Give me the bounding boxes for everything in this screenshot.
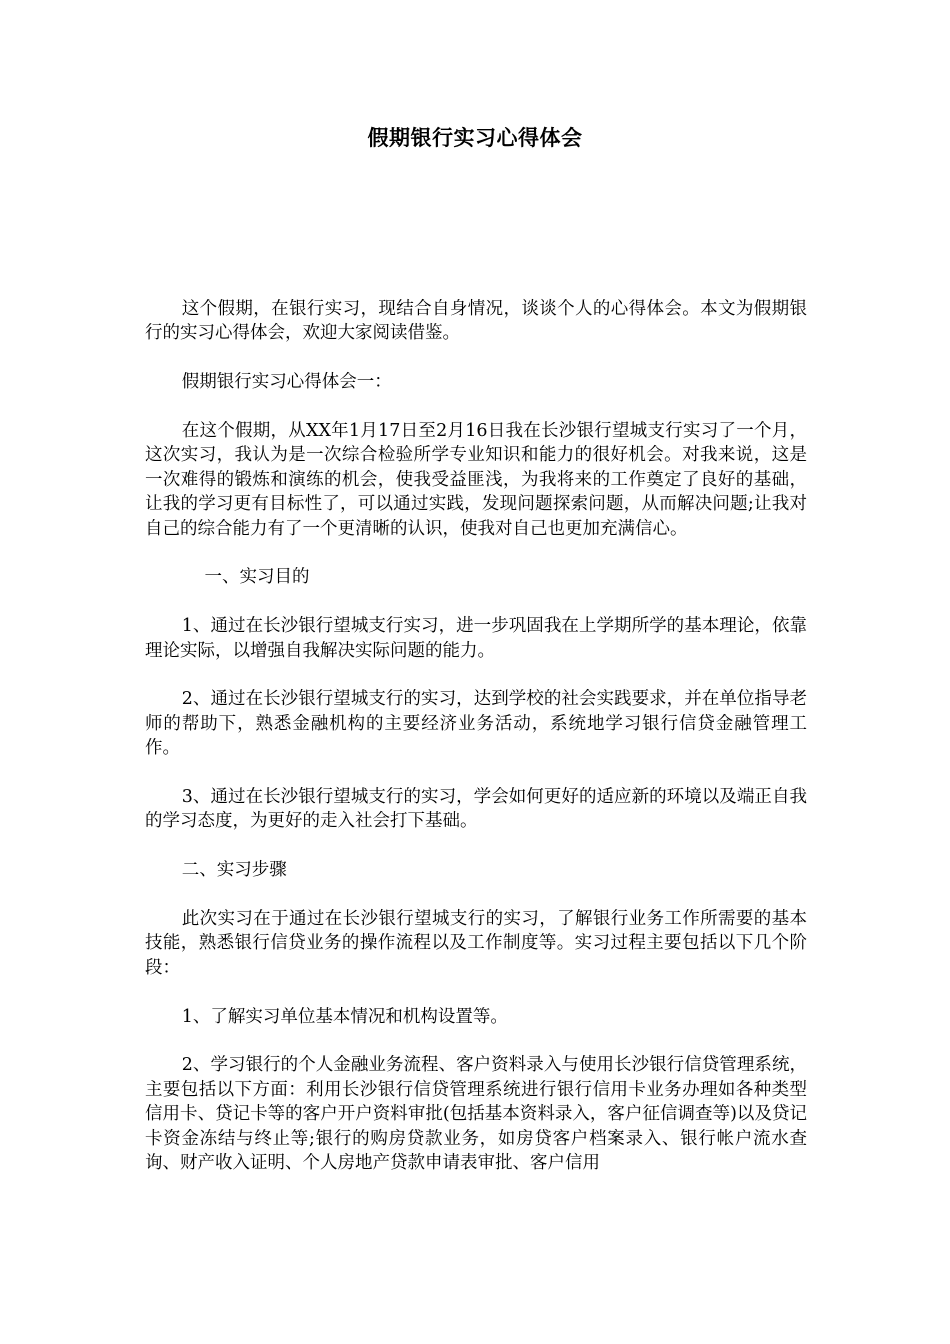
document-body	[145, 297, 807, 1200]
section-heading-purpose: 一、实习目的	[204, 567, 310, 588]
section-label: 假期银行实习心得体会一：	[181, 372, 392, 393]
intro-paragraph: 这个假期，在银行实习，现结合自身情况，谈谈个人的心得体会。本文为假期银行的实习心得体会，欢迎大家阅读借鉴。	[145, 299, 807, 344]
list-paragraph: 3、通过在长沙银行望城支行的实习，学会如何更好的适应新的环境以及端正自我的学习态度，为更好的走入社会打下基础。	[145, 787, 807, 832]
list-paragraph: 2、通过在长沙银行望城支行的实习，达到学校的社会实践要求，并在单位指导老师的帮助下，熟悉金融机构的主要经济业务活动，系统地学习银行信贷金融管理工作。	[145, 689, 807, 759]
document-title: 假期银行实习心得体会	[367, 125, 583, 150]
list-paragraph: 2、学习银行的个人金融业务流程、客户资料录入与使用长沙银行信贷管理系统，主要包括以下方面：利用长沙银行信贷管理系统进行银行信用卡业务办理如各种类型信用卡、贷记卡等的客户开户资料审批(包括基本资料录入，客户征信调查等)以及贷记卡资金冻结与终止等;银行的购房贷款业务，如房贷客户档案录入、银行帐户流水查询、财产收入证明、个人房地产贷款申请表审批、客户信用	[145, 1055, 807, 1174]
body-paragraph: 此次实习在于通过在长沙银行望城支行的实习，了解银行业务工作所需要的基本技能，熟悉银行信贷业务的操作流程以及工作制度等。实习过程主要包括以下几个阶段：	[145, 909, 807, 978]
list-paragraph: 1、了解实习单位基本情况和机构设置等。	[181, 1006, 508, 1027]
section-heading-steps: 二、实习步骤	[181, 860, 287, 881]
list-paragraph: 1、通过在长沙银行望城支行实习，进一步巩固我在上学期所学的基本理论，依靠理论实际，以增强自我解决实际问题的能力。	[145, 616, 807, 661]
body-paragraph: 在这个假期，从XX年1月17日至2月16日我在长沙银行望城支行实习了一个月，这次实习，我认为是一次综合检验所学专业知识和能力的很好机会。对我来说，这是一次难得的锻炼和演练的机会，使我受益匪浅，为我将来的工作奠定了良好的基础，让我的学习更有目标性了，可以通过实践，发现问题探索问题，从而解决问题;让我对自己的综合能力有了一个更清晰的认识，使我对自己也更加充满信心。	[145, 421, 807, 539]
